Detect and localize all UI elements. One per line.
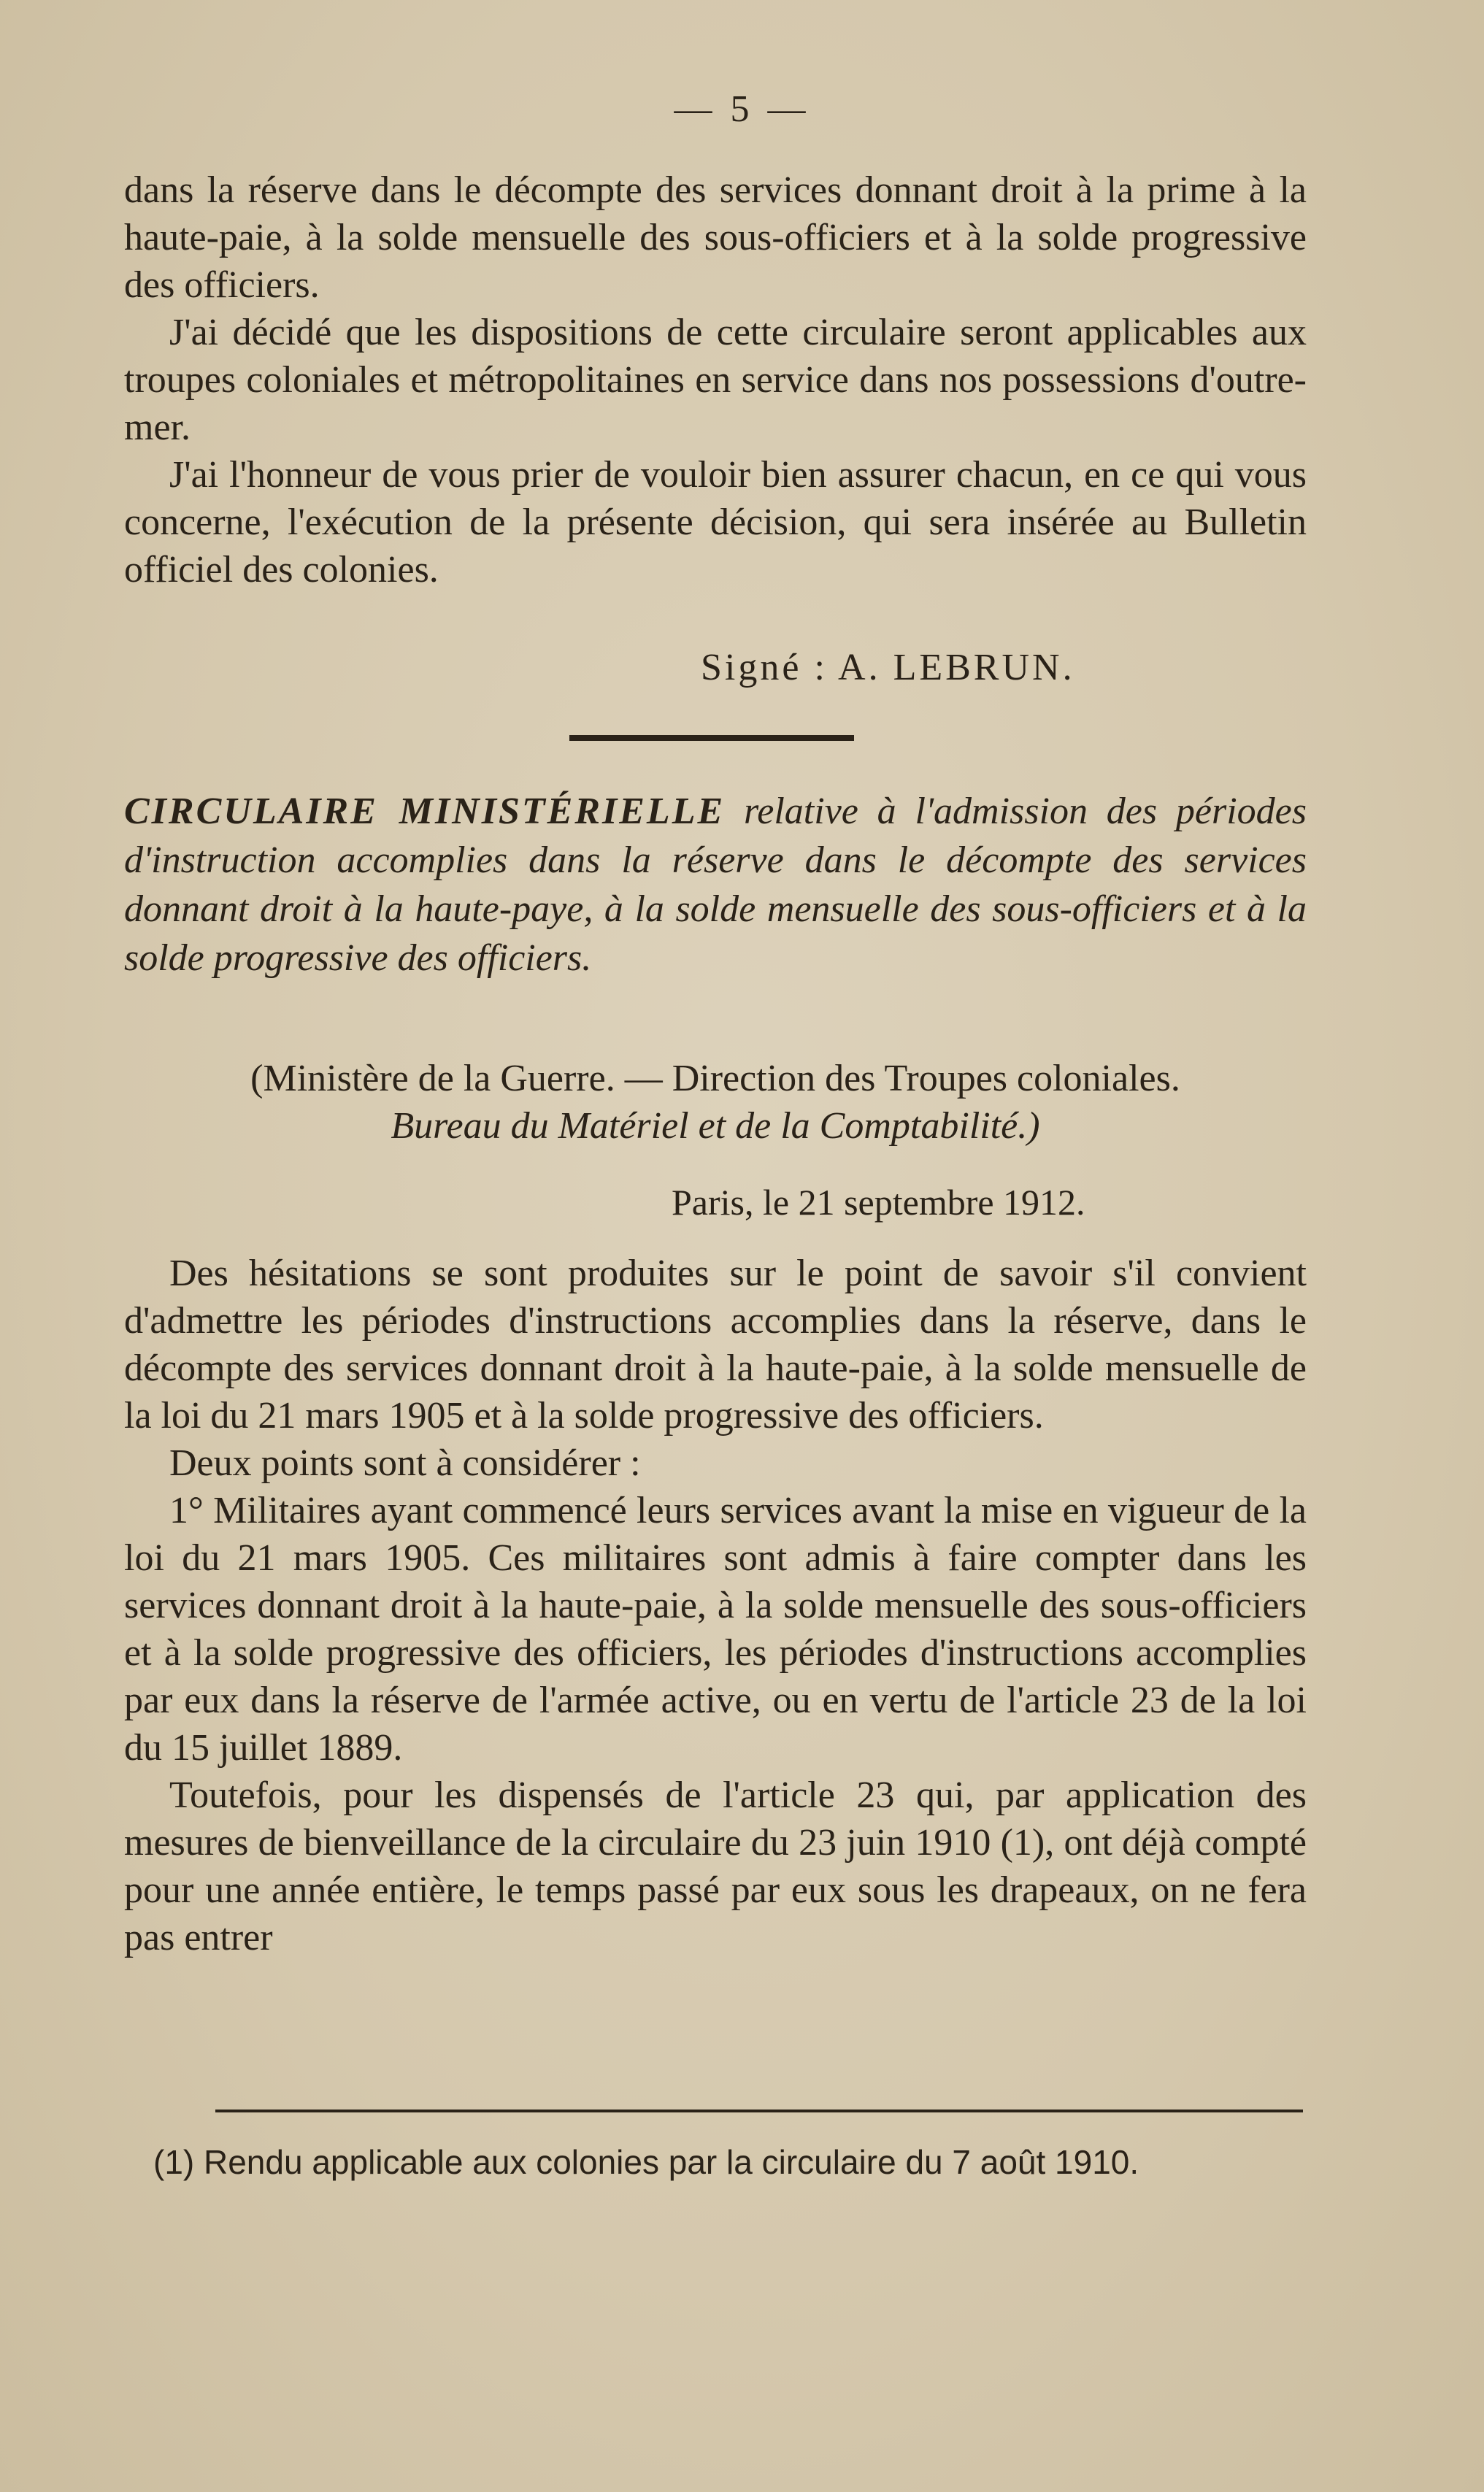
paragraph-honor: J'ai l'honneur de vous prier de vouloir bien assurer chacun, en ce qui vous concerne, l'exécution de la présente décision, qui sera insérée au Bulletin officiel des colonies. (124, 454, 1307, 591)
paragraph-point-1: 1° Militaires ayant commencé leurs services avant la mise en vigueur de la loi du 21 mars 1905. Ces militaires sont admis à faire compter dans les services donnant droit à la haute-paie, à la solde mensuelle des sous-officiers et à la solde progressive des officiers, les périodes d'instructions accomplies par eux dans la réserve de l'armée active, ou en vertu de l'article 23 de la loi du 15 juillet 1889. (124, 1490, 1307, 1769)
paragraph-continuation: dans la réserve dans le décompte des services donnant droit à la prime à la haute-paie, à la solde mensuelle des sous-officiers et à la solde progressive des officiers. (124, 169, 1307, 306)
circular-body (124, 1250, 1307, 1961)
dateline: Paris, le 21 septembre 1912. (672, 1182, 1085, 1223)
paragraph-toutefois: Toutefois, pour les dispensés de l'article 23 qui, par application des mesures de bienveillance de la circulaire du 23 juin 1910 (1), ont déjà compté pour une année entière, le temps passé par eux sous les drapeaux, on ne fera pas entrer (124, 1774, 1307, 1958)
section-divider (569, 735, 854, 741)
footnote: (1) Rendu applicable aux colonies par la circulaire du 7 août 1910. (153, 2143, 1139, 2181)
top-section (124, 166, 1307, 593)
page-number: — 5 — (674, 88, 810, 130)
ministry-line-1: (Ministère de la Guerre. — Direction des Troupes coloniales. (250, 1058, 1180, 1099)
circular-title (124, 787, 1307, 982)
circular-title-lead: CIRCULAIRE MINISTÉRIELLE (124, 791, 726, 832)
paragraph-points: Deux points sont à considérer : (169, 1442, 641, 1484)
footnote-divider (215, 2110, 1303, 2112)
signature: Signé : A. LEBRUN. (701, 647, 1075, 688)
paragraph-decision: J'ai décidé que les dispositions de cette circulaire seront applicables aux troupes coloniales et métropolitaines en service dans nos possessions d'outre-mer. (124, 312, 1307, 448)
ministry-heading (120, 1055, 1310, 1150)
paragraph-hesitations: Des hésitations se sont produites sur le point de savoir s'il convient d'admettre les périodes d'instructions accomplies dans la réserve, dans le décompte des services donnant droit à la haute-paie, à la solde mensuelle de la loi du 21 mars 1905 et à la solde progressive des officiers. (124, 1253, 1307, 1437)
circular-title-rest: relative à l'admission des périodes d'instruction accomplies dans la réserve dans le décompte des services donnant droit à la haute-paye, à la solde mensuelle des sous-officiers et à la solde progressive des officiers. (124, 791, 1307, 979)
ministry-line-2: Bureau du Matériel et de la Comptabilité.) (391, 1105, 1040, 1147)
